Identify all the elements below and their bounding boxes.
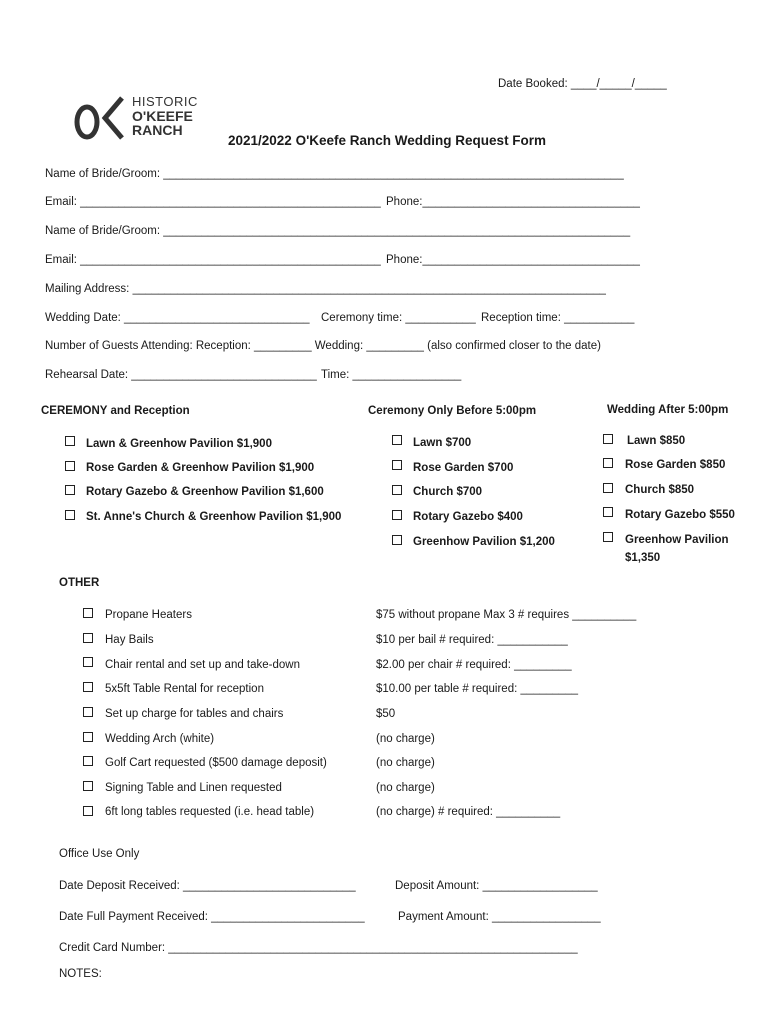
form-title: 2021/2022 O'Keefe Ranch Wedding Request Form	[228, 133, 547, 148]
checkbox[interactable]	[83, 756, 93, 766]
other-item-price[interactable]: (no charge) # required: __________	[376, 806, 561, 818]
checkbox[interactable]	[65, 436, 75, 446]
other-item-price[interactable]: $2.00 per chair # required: _________	[376, 659, 572, 671]
bride-groom-name-2-field[interactable]: Name of Bride/Groom: _________________________________________________________________________	[45, 225, 631, 237]
option-label: Rotary Gazebo $400	[413, 511, 523, 523]
mailing-address-field[interactable]: Mailing Address: __________________________________________________________________________	[45, 283, 606, 295]
payment-amount-field[interactable]: Payment Amount: _________________	[398, 911, 601, 923]
other-item-price[interactable]: $10 per bail # required: ___________	[376, 634, 568, 646]
ceremony-reception-heading: CEREMONY and Reception	[41, 405, 190, 417]
checkbox[interactable]	[392, 535, 402, 545]
other-item-price: (no charge)	[376, 757, 435, 769]
option-label: Rose Garden $850	[625, 459, 726, 471]
other-item-label: Chair rental and set up and take-down	[105, 659, 300, 671]
checkbox[interactable]	[83, 806, 93, 816]
option-label: Lawn $700	[413, 437, 472, 449]
option-label: Lawn $850	[627, 435, 686, 447]
other-item-price[interactable]: $10.00 per table # required: _________	[376, 683, 579, 695]
notes-label: NOTES:	[59, 968, 102, 980]
other-item-price: (no charge)	[376, 782, 435, 794]
checkbox[interactable]	[392, 435, 402, 445]
checkbox[interactable]	[65, 461, 75, 471]
other-item-label: Propane Heaters	[105, 609, 192, 621]
option-label: Rotary Gazebo & Greenhow Pavilion $1,600	[86, 486, 324, 498]
other-heading: OTHER	[59, 577, 100, 589]
other-item-label: Hay Bails	[105, 634, 154, 646]
option-label: Rotary Gazebo $550	[625, 509, 735, 521]
other-item-label: Golf Cart requested ($500 damage deposit)	[105, 757, 327, 769]
other-item-label: 5x5ft Table Rental for reception	[105, 683, 264, 695]
checkbox[interactable]	[83, 682, 93, 692]
checkbox[interactable]	[83, 657, 93, 667]
wedding-after-5-heading: Wedding After 5:00pm	[607, 404, 729, 416]
logo-line1: HISTORIC	[132, 94, 198, 109]
option-label: St. Anne's Church & Greenhow Pavilion $1,900	[86, 511, 342, 523]
full-payment-field[interactable]: Date Full Payment Received: ________________________	[59, 911, 365, 923]
checkbox[interactable]	[392, 510, 402, 520]
credit-card-field[interactable]: Credit Card Number: ________________________________________________________________	[59, 942, 578, 954]
checkbox[interactable]	[603, 458, 613, 468]
other-item-label: Wedding Arch (white)	[105, 733, 215, 745]
other-item-price: (no charge)	[376, 733, 435, 745]
reception-time-field[interactable]: Reception time: ___________	[481, 312, 635, 324]
option-label: Church $700	[413, 486, 483, 498]
rehearsal-date-field[interactable]: Rehearsal Date: _____________________________	[45, 369, 317, 381]
office-use-heading: Office Use Only	[59, 848, 140, 860]
other-item-label: 6ft long tables requested (i.e. head table)	[105, 806, 315, 818]
ceremony-time-field[interactable]: Ceremony time: ___________	[321, 312, 476, 324]
bride-groom-name-1-field[interactable]: Name of Bride/Groom: ________________________________________________________________________	[45, 168, 624, 180]
ceremony-before-5-heading: Ceremony Only Before 5:00pm	[368, 405, 537, 417]
option-label: Greenhow Pavilion $1,200	[413, 536, 555, 548]
checkbox[interactable]	[83, 732, 93, 742]
logo-mark-icon	[72, 96, 128, 142]
checkbox[interactable]	[603, 483, 613, 493]
checkbox[interactable]	[392, 485, 402, 495]
logo-line3: RANCH	[132, 122, 183, 138]
phone-2-field[interactable]: Phone:__________________________________	[386, 254, 640, 266]
rehearsal-time-field[interactable]: Time: _________________	[321, 369, 462, 381]
other-item-price: $50	[376, 708, 396, 720]
option-label: Church $850	[625, 484, 695, 496]
option-label-price: $1,350	[625, 552, 661, 564]
email-1-field[interactable]: Email: _______________________________________________	[45, 196, 381, 208]
wedding-date-field[interactable]: Wedding Date: _____________________________	[45, 312, 310, 324]
option-label: Greenhow Pavilion	[625, 534, 729, 546]
checkbox[interactable]	[83, 781, 93, 791]
checkbox[interactable]	[392, 460, 402, 470]
logo-line2: O'KEEFE	[132, 108, 193, 124]
checkbox[interactable]	[65, 485, 75, 495]
checkbox[interactable]	[83, 633, 93, 643]
date-booked-field[interactable]: Date Booked: ____/_____/_____	[498, 78, 667, 90]
guests-attending-field[interactable]: Number of Guests Attending: Reception: _________ Wedding: _________ (also confirmed closer to the date)	[45, 340, 601, 352]
deposit-amount-field[interactable]: Deposit Amount: __________________	[395, 880, 598, 892]
phone-1-field[interactable]: Phone:__________________________________	[386, 196, 640, 208]
option-label: Lawn & Greenhow Pavilion $1,900	[86, 438, 272, 450]
other-item-label: Signing Table and Linen requested	[105, 782, 282, 794]
checkbox[interactable]	[83, 707, 93, 717]
checkbox[interactable]	[65, 510, 75, 520]
option-label: Rose Garden & Greenhow Pavilion $1,900	[86, 462, 315, 474]
deposit-received-field[interactable]: Date Deposit Received: ___________________________	[59, 880, 356, 892]
checkbox[interactable]	[603, 507, 613, 517]
checkbox[interactable]	[603, 532, 613, 542]
other-item-price[interactable]: $75 without propane Max 3 # requires __________	[376, 609, 637, 621]
checkbox[interactable]	[83, 608, 93, 618]
checkbox[interactable]	[603, 434, 613, 444]
option-label: Rose Garden $700	[413, 462, 514, 474]
email-2-field[interactable]: Email: _______________________________________________	[45, 254, 381, 266]
other-item-label: Set up charge for tables and chairs	[105, 708, 284, 720]
